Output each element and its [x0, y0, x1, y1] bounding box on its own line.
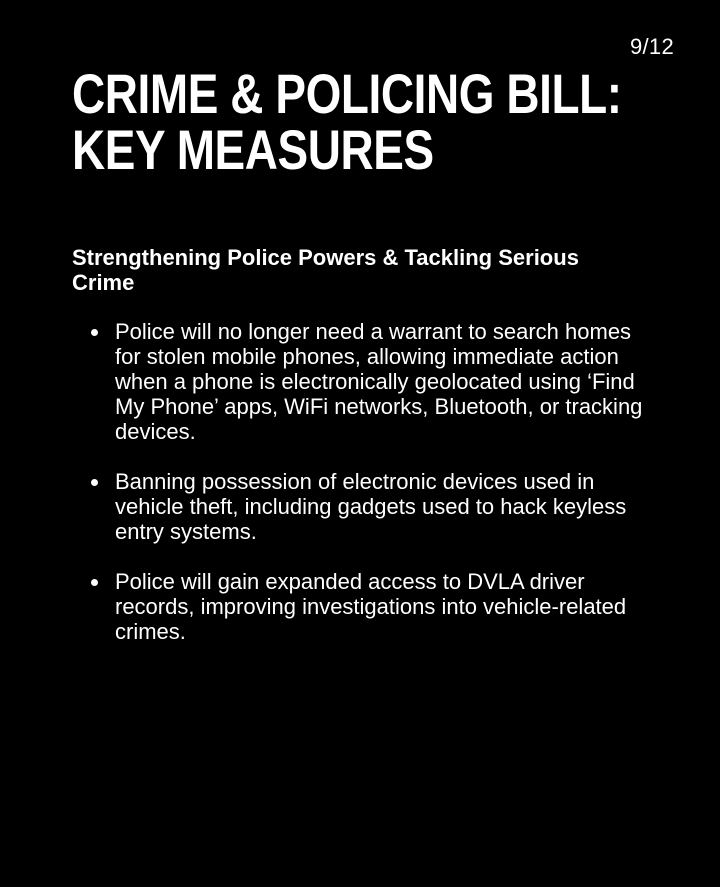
bullet-dot-icon [91, 479, 98, 486]
bullet-item [88, 319, 648, 444]
page-title [72, 62, 622, 181]
page-counter: 9/12 [629, 34, 674, 59]
bullet-item [88, 469, 648, 544]
bullet-list [88, 319, 648, 669]
bullet-text: Police will no longer need a warrant to search homes for stolen mobile phones, allowing immediate action when a phone is electronically geolocated using ‘Find My Phone’ apps, WiFi networks, Bluetooth, or tracking devices. [115, 319, 643, 444]
title-line-1: CRIME & POLICING BILL: [72, 62, 622, 125]
bullet-dot-icon [91, 579, 98, 586]
section-subheading: Strengthening Police Powers & Tackling Serious Crime [72, 245, 579, 295]
title-line-2: KEY MEASURES [72, 118, 434, 181]
bullet-dot-icon [91, 329, 98, 336]
bullet-text: Police will gain expanded access to DVLA driver records, improving investigations into vehicle-related crimes. [115, 569, 627, 644]
bullet-item [88, 569, 648, 644]
bullet-text: Banning possession of electronic devices used in vehicle theft, including gadgets used to hack keyless entry systems. [115, 469, 627, 544]
